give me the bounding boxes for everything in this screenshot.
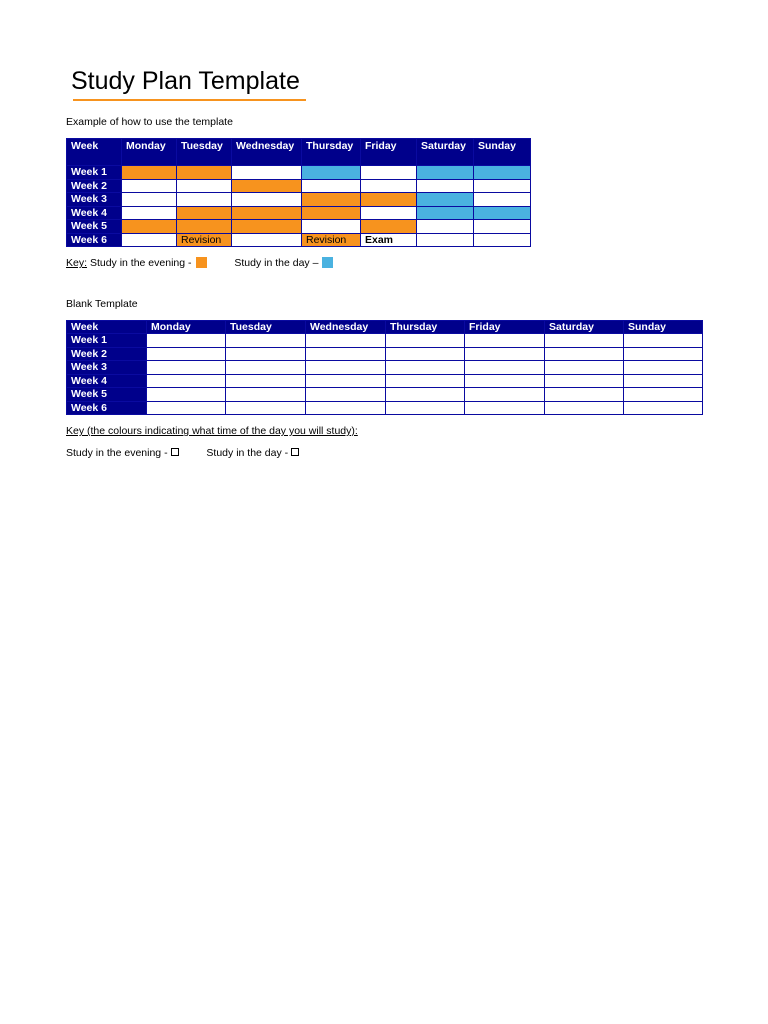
schedule-cell xyxy=(361,166,417,180)
schedule-cell xyxy=(177,179,232,193)
day-checkbox-icon xyxy=(291,448,299,456)
schedule-cell xyxy=(302,193,361,207)
blank-key-day-label: Study in the day - xyxy=(206,447,289,459)
blank-key-heading: Key (the colours indicating what time of the day you will study): xyxy=(66,425,358,437)
blank-cell[interactable] xyxy=(624,374,703,388)
blank-header-tuesday: Tuesday xyxy=(226,321,306,334)
table-row xyxy=(67,347,703,361)
blank-cell[interactable] xyxy=(465,388,545,402)
blank-cell[interactable] xyxy=(624,361,703,375)
schedule-cell xyxy=(361,220,417,234)
schedule-cell xyxy=(122,206,177,220)
blank-cell[interactable] xyxy=(545,388,624,402)
table-row xyxy=(67,220,531,234)
schedule-cell xyxy=(474,233,531,247)
week-label: Week 2 xyxy=(67,347,147,361)
blank-cell[interactable] xyxy=(306,347,386,361)
schedule-cell xyxy=(417,193,474,207)
table-row xyxy=(67,166,531,180)
schedule-cell xyxy=(474,179,531,193)
blank-cell[interactable] xyxy=(147,401,226,415)
blank-cell[interactable] xyxy=(386,334,465,348)
schedule-cell xyxy=(474,206,531,220)
blank-cell[interactable] xyxy=(465,374,545,388)
blank-cell[interactable] xyxy=(226,361,306,375)
evening-checkbox-icon xyxy=(171,448,179,456)
table-row xyxy=(67,401,703,415)
schedule-cell xyxy=(361,179,417,193)
blank-header-wednesday: Wednesday xyxy=(306,321,386,334)
blank-header-sunday: Sunday xyxy=(624,321,703,334)
blank-cell[interactable] xyxy=(226,388,306,402)
schedule-cell xyxy=(177,193,232,207)
schedule-cell xyxy=(302,179,361,193)
schedule-cell xyxy=(302,166,361,180)
example-table-body xyxy=(67,166,531,247)
header-wednesday: Wednesday xyxy=(232,139,302,166)
blank-key-evening-label: Study in the evening - xyxy=(66,447,168,459)
blank-cell[interactable] xyxy=(226,347,306,361)
title-underline xyxy=(73,99,306,101)
example-header-row xyxy=(67,139,531,166)
key-day-label: Study in the day – xyxy=(234,257,319,269)
table-row xyxy=(67,206,531,220)
schedule-cell xyxy=(122,233,177,247)
example-table xyxy=(66,138,531,247)
schedule-cell xyxy=(177,220,232,234)
schedule-cell xyxy=(302,206,361,220)
week-label: Week 4 xyxy=(67,374,147,388)
schedule-cell: Revision xyxy=(302,233,361,247)
blank-cell[interactable] xyxy=(465,347,545,361)
header-sunday: Sunday xyxy=(474,139,531,166)
blank-header-thursday: Thursday xyxy=(386,321,465,334)
schedule-cell xyxy=(474,220,531,234)
week-label: Week 5 xyxy=(67,388,147,402)
schedule-cell xyxy=(417,220,474,234)
schedule-cell: Exam xyxy=(361,233,417,247)
header-thursday: Thursday xyxy=(302,139,361,166)
blue-swatch-icon xyxy=(322,257,333,268)
schedule-cell xyxy=(122,166,177,180)
blank-header-saturday: Saturday xyxy=(545,321,624,334)
week-label: Week 5 xyxy=(67,220,122,234)
header-monday: Monday xyxy=(122,139,177,166)
blank-cell[interactable] xyxy=(386,347,465,361)
schedule-cell xyxy=(122,193,177,207)
table-row xyxy=(67,374,703,388)
blank-cell[interactable] xyxy=(306,334,386,348)
schedule-cell xyxy=(232,233,302,247)
blank-cell[interactable] xyxy=(624,401,703,415)
blank-table-body xyxy=(67,334,703,415)
schedule-cell xyxy=(417,233,474,247)
schedule-cell xyxy=(232,206,302,220)
schedule-cell xyxy=(361,193,417,207)
blank-cell[interactable] xyxy=(226,334,306,348)
schedule-cell xyxy=(417,179,474,193)
header-tuesday: Tuesday xyxy=(177,139,232,166)
orange-swatch-icon xyxy=(196,257,207,268)
schedule-cell xyxy=(474,193,531,207)
example-key xyxy=(66,257,333,270)
schedule-cell xyxy=(474,166,531,180)
blank-key xyxy=(66,447,299,460)
schedule-cell xyxy=(232,220,302,234)
blank-cell[interactable] xyxy=(386,388,465,402)
week-label: Week 6 xyxy=(67,401,147,415)
table-row xyxy=(67,388,703,402)
blank-cell[interactable] xyxy=(386,361,465,375)
blank-cell[interactable] xyxy=(306,401,386,415)
week-label: Week 3 xyxy=(67,193,122,207)
schedule-cell xyxy=(417,206,474,220)
week-label: Week 1 xyxy=(67,166,122,180)
key-label: Key: xyxy=(66,257,88,269)
blank-cell[interactable] xyxy=(306,361,386,375)
blank-cell[interactable] xyxy=(624,334,703,348)
header-friday: Friday xyxy=(361,139,417,166)
schedule-cell xyxy=(177,166,232,180)
week-label: Week 3 xyxy=(67,361,147,375)
blank-cell[interactable] xyxy=(545,347,624,361)
blank-cell[interactable] xyxy=(545,334,624,348)
blank-cell[interactable] xyxy=(226,374,306,388)
schedule-cell xyxy=(122,179,177,193)
table-row xyxy=(67,334,703,348)
week-label: Week 4 xyxy=(67,206,122,220)
schedule-cell xyxy=(232,179,302,193)
blank-cell[interactable] xyxy=(147,388,226,402)
schedule-cell: Revision xyxy=(177,233,232,247)
schedule-cell xyxy=(417,166,474,180)
schedule-cell xyxy=(177,206,232,220)
blank-cell[interactable] xyxy=(545,374,624,388)
example-caption: Example of how to use the template xyxy=(66,116,233,128)
blank-cell[interactable] xyxy=(147,374,226,388)
header-week: Week xyxy=(67,139,122,166)
table-row xyxy=(67,179,531,193)
week-label: Week 1 xyxy=(67,334,147,348)
blank-cell[interactable] xyxy=(306,388,386,402)
schedule-cell xyxy=(232,166,302,180)
blank-header-monday: Monday xyxy=(147,321,226,334)
blank-header-week: Week xyxy=(67,321,147,334)
blank-cell[interactable] xyxy=(545,401,624,415)
blank-cell[interactable] xyxy=(465,334,545,348)
header-saturday: Saturday xyxy=(417,139,474,166)
blank-caption: Blank Template xyxy=(66,298,138,310)
week-label: Week 2 xyxy=(67,179,122,193)
blank-table xyxy=(66,320,703,415)
blank-cell[interactable] xyxy=(545,361,624,375)
blank-cell[interactable] xyxy=(147,334,226,348)
week-label: Week 6 xyxy=(67,233,122,247)
document-title: Study Plan Template xyxy=(71,67,300,95)
blank-cell[interactable] xyxy=(465,361,545,375)
table-row xyxy=(67,361,703,375)
blank-cell[interactable] xyxy=(624,388,703,402)
blank-cell[interactable] xyxy=(147,361,226,375)
schedule-cell xyxy=(302,220,361,234)
blank-header-friday: Friday xyxy=(465,321,545,334)
table-row xyxy=(67,233,531,247)
schedule-cell xyxy=(361,206,417,220)
blank-cell[interactable] xyxy=(226,401,306,415)
blank-cell[interactable] xyxy=(624,347,703,361)
key-evening-label: Study in the evening - xyxy=(89,257,192,269)
blank-cell[interactable] xyxy=(306,374,386,388)
blank-header-row xyxy=(67,321,703,334)
blank-cell[interactable] xyxy=(386,401,465,415)
blank-cell[interactable] xyxy=(465,401,545,415)
schedule-cell xyxy=(232,193,302,207)
schedule-cell xyxy=(122,220,177,234)
blank-cell[interactable] xyxy=(147,347,226,361)
blank-cell[interactable] xyxy=(386,374,465,388)
table-row xyxy=(67,193,531,207)
